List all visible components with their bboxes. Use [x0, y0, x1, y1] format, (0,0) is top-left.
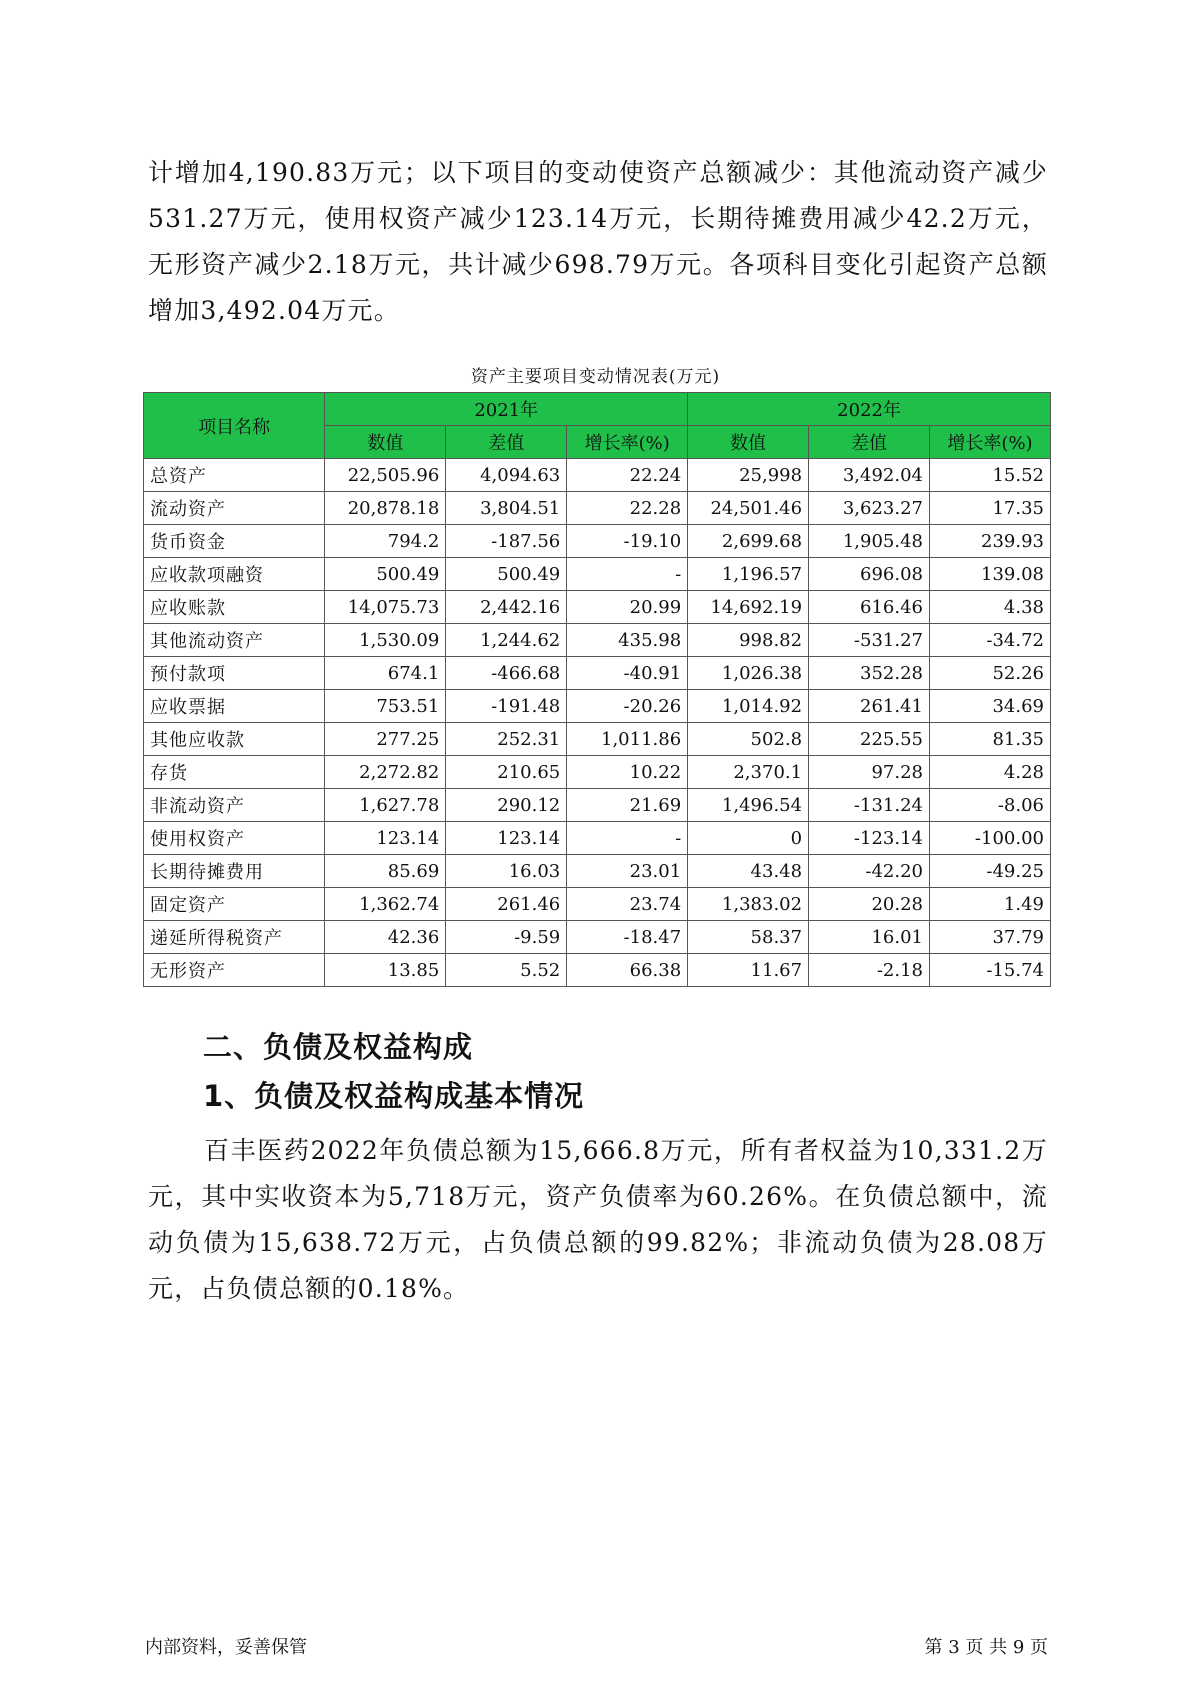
footer-confidential-note: 内部资料，妥善保管: [145, 1637, 307, 1658]
row-label: 使用权资产: [144, 822, 325, 855]
row-label: 存货: [144, 756, 325, 789]
table-cell: 17.35: [930, 492, 1051, 525]
table-cell: -18.47: [567, 921, 688, 954]
row-label: 非流动资产: [144, 789, 325, 822]
table-cell: -531.27: [809, 624, 930, 657]
table-cell: 277.25: [325, 723, 446, 756]
table-cell: -42.20: [809, 855, 930, 888]
row-label: 其他流动资产: [144, 624, 325, 657]
table-cell: 2,272.82: [325, 756, 446, 789]
table-cell: 81.35: [930, 723, 1051, 756]
table-cell: 24,501.46: [688, 492, 809, 525]
table-cell: 22.24: [567, 459, 688, 492]
table-body: [144, 459, 1051, 987]
table-cell: 674.1: [325, 657, 446, 690]
table-cell: 2,699.68: [688, 525, 809, 558]
table-cell: 37.79: [930, 921, 1051, 954]
header-item-name: 项目名称: [144, 393, 325, 459]
table-row: [144, 888, 1051, 921]
table-cell: 352.28: [809, 657, 930, 690]
table-cell: 435.98: [567, 624, 688, 657]
table-cell: -187.56: [446, 525, 567, 558]
table-cell: 3,804.51: [446, 492, 567, 525]
table-cell: 21.69: [567, 789, 688, 822]
table-cell: -34.72: [930, 624, 1051, 657]
table-cell: 16.03: [446, 855, 567, 888]
row-label: 长期待摊费用: [144, 855, 325, 888]
table-row: [144, 525, 1051, 558]
table-cell: 97.28: [809, 756, 930, 789]
table-cell: 3,623.27: [809, 492, 930, 525]
table-cell: 20,878.18: [325, 492, 446, 525]
table-cell: -131.24: [809, 789, 930, 822]
table-cell: 1,627.78: [325, 789, 446, 822]
table-cell: 1,496.54: [688, 789, 809, 822]
table-cell: 1,026.38: [688, 657, 809, 690]
table-cell: 1,362.74: [325, 888, 446, 921]
table-cell: 34.69: [930, 690, 1051, 723]
liabilities-paragraph: 百丰医药2022年负债总额为15,666.8万元，所有者权益为10,331.2万元，其中实收资本为5,718万元，资产负债率为60.26%。在负债总额中，流动负债为15,638.72万元，占负债总额的99.82%；非流动负债为28.08万元，占负债总额的0.18%。: [148, 1136, 1048, 1303]
table-row: [144, 591, 1051, 624]
table-cell: 14,075.73: [325, 591, 446, 624]
table-cell: 290.12: [446, 789, 567, 822]
table-cell: 42.36: [325, 921, 446, 954]
table-cell: 500.49: [325, 558, 446, 591]
table-cell: -20.26: [567, 690, 688, 723]
table-cell: 794.2: [325, 525, 446, 558]
table-cell: -466.68: [446, 657, 567, 690]
subheader-growth-2022: 增长率(%): [930, 426, 1051, 459]
table-cell: 22.28: [567, 492, 688, 525]
table-cell: 500.49: [446, 558, 567, 591]
table-cell: 15.52: [930, 459, 1051, 492]
table-cell: 4.28: [930, 756, 1051, 789]
table-cell: 2,370.1: [688, 756, 809, 789]
table-cell: 14,692.19: [688, 591, 809, 624]
table-cell: 1,011.86: [567, 723, 688, 756]
table-cell: 0: [688, 822, 809, 855]
subheader-value-2022: 数值: [688, 426, 809, 459]
header-year-2022: 2022年: [688, 393, 1051, 426]
table-cell: 1,530.09: [325, 624, 446, 657]
header-year-2021: 2021年: [325, 393, 688, 426]
table-cell: 23.01: [567, 855, 688, 888]
table-cell: 66.38: [567, 954, 688, 987]
table-row: [144, 558, 1051, 591]
table-cell: 1,383.02: [688, 888, 809, 921]
table-row: [144, 459, 1051, 492]
table-cell: 20.28: [809, 888, 930, 921]
table-cell: 139.08: [930, 558, 1051, 591]
table-row: [144, 756, 1051, 789]
subheader-growth-2021: 增长率(%): [567, 426, 688, 459]
table-cell: 998.82: [688, 624, 809, 657]
table-cell: 52.26: [930, 657, 1051, 690]
row-label: 应收账款: [144, 591, 325, 624]
table-cell: 252.31: [446, 723, 567, 756]
table-cell: 123.14: [446, 822, 567, 855]
subheader-diff-2022: 差值: [809, 426, 930, 459]
table-cell: -49.25: [930, 855, 1051, 888]
table-cell: 1,244.62: [446, 624, 567, 657]
asset-change-table: [143, 392, 1051, 987]
subheader-value-2021: 数值: [325, 426, 446, 459]
table-cell: -40.91: [567, 657, 688, 690]
table-cell: -9.59: [446, 921, 567, 954]
table-cell: -123.14: [809, 822, 930, 855]
row-label: 固定资产: [144, 888, 325, 921]
table-cell: 696.08: [809, 558, 930, 591]
table-cell: 261.41: [809, 690, 930, 723]
table-cell: 16.01: [809, 921, 930, 954]
table-cell: 25,998: [688, 459, 809, 492]
table-cell: 2,442.16: [446, 591, 567, 624]
table-cell: 225.55: [809, 723, 930, 756]
table-cell: 11.67: [688, 954, 809, 987]
table-row: [144, 789, 1051, 822]
row-label: 预付款项: [144, 657, 325, 690]
subheader-diff-2021: 差值: [446, 426, 567, 459]
table-row: [144, 492, 1051, 525]
table-cell: 1,014.92: [688, 690, 809, 723]
table-row: [144, 921, 1051, 954]
table-cell: -15.74: [930, 954, 1051, 987]
table-row: [144, 822, 1051, 855]
table-cell: 13.85: [325, 954, 446, 987]
row-label: 无形资产: [144, 954, 325, 987]
row-label: 递延所得税资产: [144, 921, 325, 954]
table-row: [144, 624, 1051, 657]
table-row: [144, 657, 1051, 690]
table-cell: 261.46: [446, 888, 567, 921]
table-cell: 4,094.63: [446, 459, 567, 492]
table-cell: 1,196.57: [688, 558, 809, 591]
table-cell: 10.22: [567, 756, 688, 789]
table-cell: -: [567, 558, 688, 591]
table-cell: -2.18: [809, 954, 930, 987]
intro-paragraph: 计增加4,190.83万元；以下项目的变动使资产总额减少：其他流动资产减少531.27万元，使用权资产减少123.14万元，长期待摊费用减少42.2万元，无形资产减少2.18万元，共计减少698.79万元。各项科目变化引起资产总额增加3,492.04万元。: [148, 158, 1048, 325]
table-cell: 210.65: [446, 756, 567, 789]
table-cell: 4.38: [930, 591, 1051, 624]
table-cell: 239.93: [930, 525, 1051, 558]
table-title: 资产主要项目变动情况表(万元): [470, 367, 721, 387]
table-cell: 5.52: [446, 954, 567, 987]
table-cell: 616.46: [809, 591, 930, 624]
table-cell: 58.37: [688, 921, 809, 954]
table-cell: -100.00: [930, 822, 1051, 855]
table-cell: 20.99: [567, 591, 688, 624]
section-heading: 二、负债及权益构成: [203, 1030, 474, 1064]
table-row: [144, 855, 1051, 888]
table-cell: 3,492.04: [809, 459, 930, 492]
table-row: [144, 723, 1051, 756]
table-cell: 1.49: [930, 888, 1051, 921]
table-cell: -19.10: [567, 525, 688, 558]
row-label: 其他应收款: [144, 723, 325, 756]
table-cell: 753.51: [325, 690, 446, 723]
table-row: [144, 690, 1051, 723]
table-cell: 23.74: [567, 888, 688, 921]
footer-page-number: 第 3 页 共 9 页: [924, 1637, 1048, 1658]
table-cell: 123.14: [325, 822, 446, 855]
table-cell: 22,505.96: [325, 459, 446, 492]
subsection-heading: 1、负债及权益构成基本情况: [203, 1079, 585, 1113]
row-label: 流动资产: [144, 492, 325, 525]
table-cell: 85.69: [325, 855, 446, 888]
table-cell: 43.48: [688, 855, 809, 888]
row-label: 应收款项融资: [144, 558, 325, 591]
table-cell: -8.06: [930, 789, 1051, 822]
table-cell: 1,905.48: [809, 525, 930, 558]
row-label: 货币资金: [144, 525, 325, 558]
row-label: 总资产: [144, 459, 325, 492]
table-cell: -: [567, 822, 688, 855]
table-cell: -191.48: [446, 690, 567, 723]
table-cell: 502.8: [688, 723, 809, 756]
table-row: [144, 954, 1051, 987]
row-label: 应收票据: [144, 690, 325, 723]
